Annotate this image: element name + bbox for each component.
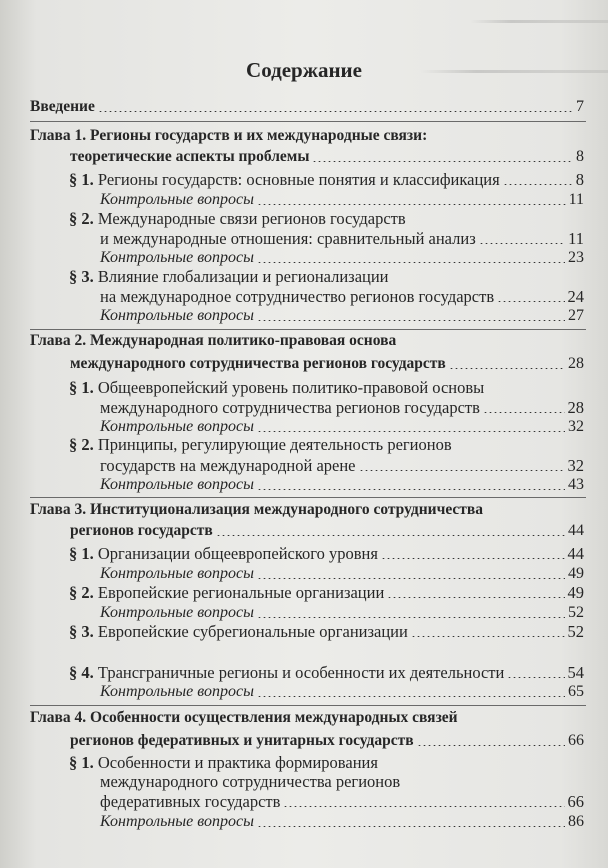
toc-questions-1-1: Контрольные вопросы 11 xyxy=(100,189,584,211)
toc-section-1-3: § 3. Влияние глобализации и регионализации xyxy=(69,267,389,286)
toc-section-3-1: § 1. Организации общеевропейского уровня 44 xyxy=(69,544,584,563)
toc-section-2-2-cont: государств на международной арене 32 xyxy=(100,456,584,475)
toc-page-number: 28 xyxy=(567,398,584,417)
toc-questions-4-1: Контрольные вопросы 86 xyxy=(100,811,584,833)
toc-section-2-1: § 1. Общеевропейский уровень политико-правовой основы xyxy=(69,378,485,397)
dot-leader xyxy=(216,535,565,536)
toc-page-number: 23 xyxy=(568,249,584,266)
toc-page-number: 24 xyxy=(567,287,584,306)
dot-leader xyxy=(359,470,565,471)
toc-page-number: 44 xyxy=(567,544,584,563)
toc-section-1-2-cont: и международные отношения: сравнительный анализ 11 xyxy=(100,229,584,248)
toc-chapter-2-title: Глава 2. Международная политико-правовая основа xyxy=(30,332,397,349)
dot-leader xyxy=(257,578,565,579)
toc-chapter-3-title: Глава 3. Институционализация международного сотрудничества xyxy=(30,501,483,518)
toc-entry-label: регионов федеративных и унитарных государств xyxy=(70,732,414,749)
dot-leader xyxy=(312,161,573,162)
divider xyxy=(30,121,586,122)
toc-page-number: 11 xyxy=(568,229,584,248)
toc-section-2-1-cont: международного сотрудничества регионов государств 28 xyxy=(100,398,584,417)
toc-questions-3-4: Контрольные вопросы 65 xyxy=(100,681,584,703)
toc-chapter-4-title: Глава 4. Особенности осуществления международных связей xyxy=(30,709,458,726)
dot-leader xyxy=(417,745,565,746)
toc-page-number: 52 xyxy=(568,604,584,621)
toc-page-number: 49 xyxy=(568,565,584,582)
toc-entry-label: теоретические аспекты проблемы xyxy=(70,148,310,165)
dot-leader xyxy=(257,320,565,321)
toc-page-number: 11 xyxy=(568,191,584,208)
toc-page-number: 49 xyxy=(567,583,584,602)
dot-leader xyxy=(257,262,565,263)
toc-section-3-2: § 2. Европейские региональные организации 49 xyxy=(69,583,584,602)
toc-section-4-1: § 1. Особенности и практика формирования xyxy=(69,753,378,772)
toc-questions-2-2: Контрольные вопросы 43 xyxy=(100,474,584,496)
toc-entry-introduction xyxy=(30,96,584,118)
toc-page-number: 32 xyxy=(568,418,584,435)
dot-leader xyxy=(381,558,565,559)
toc-entry-label: международного сотрудничества регионов государств xyxy=(70,355,446,372)
dot-leader xyxy=(257,204,566,205)
dot-leader xyxy=(257,489,565,490)
divider xyxy=(30,497,586,498)
dot-leader xyxy=(257,696,565,697)
bleed-through-line xyxy=(470,20,608,23)
toc-section-1-2: § 2. Международные связи регионов государств xyxy=(69,209,406,228)
toc-section-2-2: § 2. Принципы, регулирующие деятельность регионов xyxy=(69,435,452,454)
toc-questions-1-3: Контрольные вопросы 27 xyxy=(100,305,584,327)
toc-section-3-4: § 4. Трансграничные регионы и особенности их деятельности 54 xyxy=(69,663,584,682)
toc-page-number: 8 xyxy=(575,170,584,189)
toc-questions-3-1: Контрольные вопросы 49 xyxy=(100,563,584,585)
toc-chapter-4-entry xyxy=(70,730,584,752)
dot-leader xyxy=(479,243,565,244)
toc-page-number: 27 xyxy=(568,307,584,324)
toc-entry-label: регионов государств xyxy=(70,522,213,539)
toc-chapter-3-entry xyxy=(70,520,584,542)
toc-page-number: 65 xyxy=(568,683,584,700)
toc-page-number: 28 xyxy=(568,355,584,372)
dot-leader xyxy=(503,184,573,185)
dot-leader xyxy=(257,431,565,432)
dot-leader xyxy=(98,111,573,112)
dot-leader xyxy=(483,412,565,413)
toc-section-4-1-cont: федеративных государств 66 xyxy=(100,792,584,811)
toc-section-4-1-cont: международного сотрудничества регионов xyxy=(100,772,401,791)
toc-chapter-2-entry xyxy=(70,353,584,375)
toc-chapter-1-entry xyxy=(70,146,584,168)
toc-section-3-3: § 3. Европейские субрегиональные организации 52 xyxy=(69,622,584,641)
dot-leader xyxy=(449,368,565,369)
dot-leader xyxy=(387,597,564,598)
toc-page-number: 8 xyxy=(576,148,584,165)
dot-leader xyxy=(257,617,565,618)
toc-page-number: 66 xyxy=(568,732,584,749)
toc-page-number: 54 xyxy=(567,663,584,682)
dot-leader xyxy=(411,636,565,637)
toc-page-number: 32 xyxy=(567,456,584,475)
toc-chapter-1-title: Глава 1. Регионы государств и их международные связи: xyxy=(30,127,428,144)
dot-leader xyxy=(497,301,564,302)
toc-entry-label: Введение xyxy=(30,98,95,115)
toc-questions-1-2: Контрольные вопросы 23 xyxy=(100,247,584,269)
toc-page-number: 44 xyxy=(568,522,584,539)
toc-page-number: 43 xyxy=(568,476,584,493)
toc-questions-3-2: Контрольные вопросы 52 xyxy=(100,602,584,624)
toc-page-number: 86 xyxy=(568,813,584,830)
toc-questions-2-1: Контрольные вопросы 32 xyxy=(100,416,584,438)
dot-leader xyxy=(257,826,565,827)
page-title: Содержание xyxy=(246,58,362,82)
toc-page-number: 7 xyxy=(576,98,584,115)
toc-section-1-1: § 1. Регионы государств: основные понятия и классификация 8 xyxy=(69,170,584,189)
toc-page-number: 66 xyxy=(567,792,584,811)
dot-leader xyxy=(283,806,564,807)
toc-section-1-3-cont: на международное сотрудничество регионов государств 24 xyxy=(100,287,584,306)
divider xyxy=(30,705,586,706)
dot-leader xyxy=(507,677,564,678)
toc-page-number: 52 xyxy=(567,622,584,641)
